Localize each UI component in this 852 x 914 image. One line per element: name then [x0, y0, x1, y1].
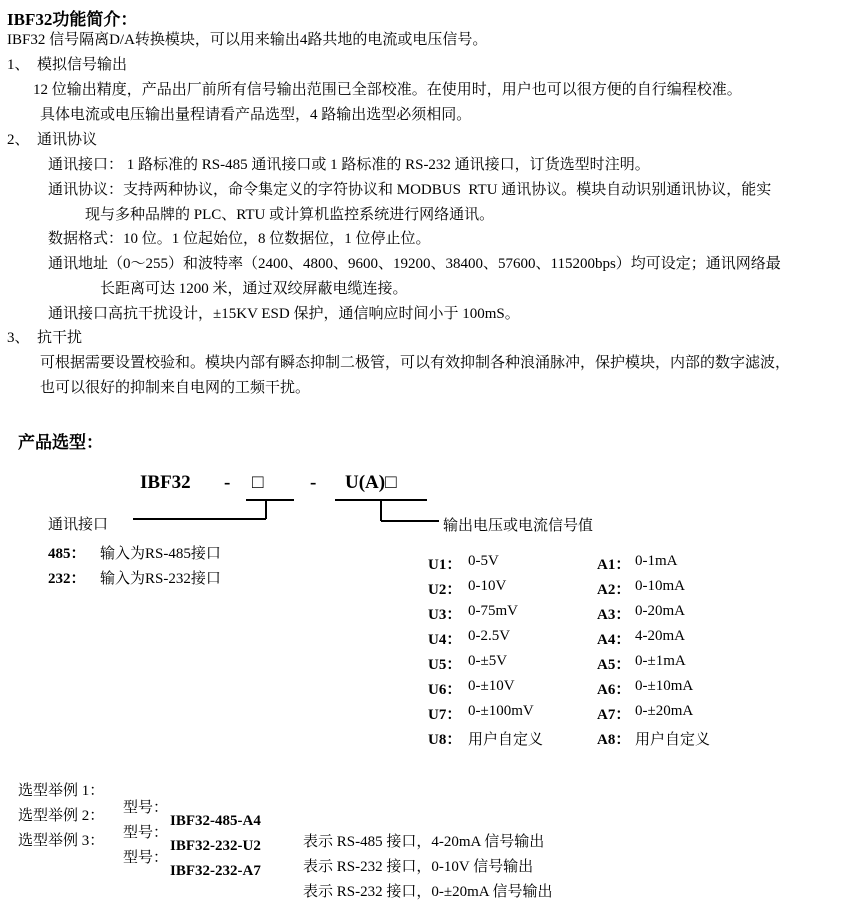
body-line: 通讯接口： 1 路标准的 RS-485 通讯接口或 1 路标准的 RS-232 通讯接口，订货选型时注明。	[48, 157, 650, 173]
example-field: 型号：	[123, 800, 169, 816]
a-value: 0-±20mA	[635, 703, 694, 719]
u-value: 0-±100mV	[468, 703, 534, 719]
example-field: 型号：	[123, 825, 169, 841]
example-model: IBF32-232-U2	[170, 838, 261, 854]
signal-option-row	[428, 553, 678, 574]
a-value: 0-±1mA	[635, 653, 686, 669]
example-model: IBF32-485-A4	[170, 813, 261, 829]
body-line: 通讯接口高抗干扰设计，±15KV ESD 保护，通信响应时间小于 100mS。	[48, 306, 520, 322]
body-line: 12 位输出精度，产品出厂前所有信号输出范围已全部校准。在使用时，用户也可以很方便的自行编程校准。	[33, 82, 742, 98]
a-code: A7：	[597, 707, 631, 723]
signal-option-row	[428, 603, 685, 624]
signal-option-row	[428, 653, 686, 674]
a-value: 0-1mA	[635, 553, 678, 569]
u-value: 0-±5V	[468, 653, 508, 669]
a-code: A1：	[597, 557, 631, 573]
a-value: 4-20mA	[635, 628, 685, 644]
u-value: 0-2.5V	[468, 628, 511, 644]
body-line-item3: 3、 抗干扰	[7, 330, 83, 346]
u-code: U7：	[428, 707, 462, 723]
body-line-intro: IBF32 信号隔离D/A转换模块，可以用来输出4路共地的电流或电压信号。	[7, 32, 488, 48]
body-line: 也可以很好的抑制来自电网的工频干扰。	[40, 380, 311, 396]
selection-heading: 产品选型：	[18, 433, 103, 452]
a-code: A6：	[597, 682, 631, 698]
body-line: 具体电流或电压输出量程请看产品选型，4 路输出选型必须相同。	[40, 107, 472, 123]
body-line: 通讯协议：支持两种协议，命令集定义的字符协议和 MODBUS RTU 通讯协议。模块自动识别通讯协议，能实	[48, 182, 772, 198]
comm-interface-label: 通讯接口	[48, 517, 109, 533]
example-model: IBF32-232-A7	[170, 863, 261, 879]
u-value: 0-10V	[468, 578, 507, 594]
model-signal-box: U(A)□	[345, 472, 397, 493]
example-desc: 表示 RS-232 接口，0-±20mA 信号输出	[303, 884, 553, 900]
a-code: A4：	[597, 632, 631, 648]
comm-option-desc: 输入为RS-232接口	[100, 571, 221, 587]
model-prefix: IBF32	[140, 472, 191, 493]
signal-option-row	[428, 678, 693, 699]
u-code: U4：	[428, 632, 462, 648]
example-field: 型号：	[123, 850, 169, 866]
signal-option-row	[428, 703, 693, 724]
example-label: 选型举例 3：	[18, 833, 105, 849]
model-separator: -	[224, 472, 231, 493]
u-value: 0-5V	[468, 553, 499, 569]
body-line: 长距离可达 1200 米，通过双绞屏蔽电缆连接。	[100, 281, 408, 297]
body-line: 通讯地址（0～255）和波特率（2400、4800、9600、19200、38400、57600、115200bps）均可设定；通讯网络最	[48, 256, 781, 272]
u-code: U5：	[428, 657, 462, 673]
example-label: 选型举例 2：	[18, 808, 105, 824]
u-code: U8：	[428, 732, 462, 748]
model-separator: -	[310, 472, 317, 493]
u-code: U1：	[428, 557, 462, 573]
signal-option-row	[428, 578, 685, 599]
a-value: 0-20mA	[635, 603, 685, 619]
a-value: 0-10mA	[635, 578, 685, 594]
example-label: 选型举例 1：	[18, 783, 105, 799]
u-code: U6：	[428, 682, 462, 698]
example-desc: 表示 RS-232 接口，0-10V 信号输出	[303, 859, 534, 875]
comm-option-code: 485：	[48, 546, 86, 562]
a-code: A3：	[597, 607, 631, 623]
a-code: A2：	[597, 582, 631, 598]
comm-option-485	[48, 542, 221, 563]
u-code: U3：	[428, 607, 462, 623]
doc-title: IBF32功能简介：	[7, 10, 138, 29]
connector-signal-horizontal	[381, 520, 439, 522]
a-code: A5：	[597, 657, 631, 673]
a-value: 用户自定义	[635, 732, 711, 748]
u-code: U2：	[428, 582, 462, 598]
body-line: 数据格式：10 位。1 位起始位，8 位数据位，1 位停止位。	[48, 231, 431, 247]
a-value: 0-±10mA	[635, 678, 694, 694]
u-value: 0-75mV	[468, 603, 518, 619]
connector-comm-vertical	[265, 500, 267, 519]
comm-option-desc: 输入为RS-485接口	[100, 546, 221, 562]
connector-comm-horizontal	[133, 518, 266, 520]
body-line-item2: 2、 通讯协议	[7, 132, 98, 148]
signal-value-label: 输出电压或电流信号值	[443, 518, 594, 534]
signal-option-row	[428, 628, 685, 649]
comm-option-code: 232：	[48, 571, 86, 587]
u-value: 用户自定义	[468, 732, 544, 748]
body-line: 现与多种品牌的 PLC、RTU 或计算机监控系统进行网络通讯。	[85, 207, 495, 223]
body-line: 可根据需要设置校验和。模块内部有瞬态抑制二极管，可以有效抑制各种浪涌脉冲，保护模块，内部的数字滤波，	[40, 355, 791, 371]
underline-comm-box	[246, 499, 294, 501]
signal-option-row	[428, 728, 710, 749]
u-value: 0-±10V	[468, 678, 515, 694]
a-code: A8：	[597, 732, 631, 748]
comm-option-232	[48, 567, 221, 588]
connector-signal-vertical	[380, 500, 382, 521]
model-comm-box: □	[252, 472, 264, 493]
body-line-item1: 1、 模拟信号输出	[7, 57, 128, 73]
example-desc: 表示 RS-485 接口，4-20mA 信号输出	[303, 834, 545, 850]
